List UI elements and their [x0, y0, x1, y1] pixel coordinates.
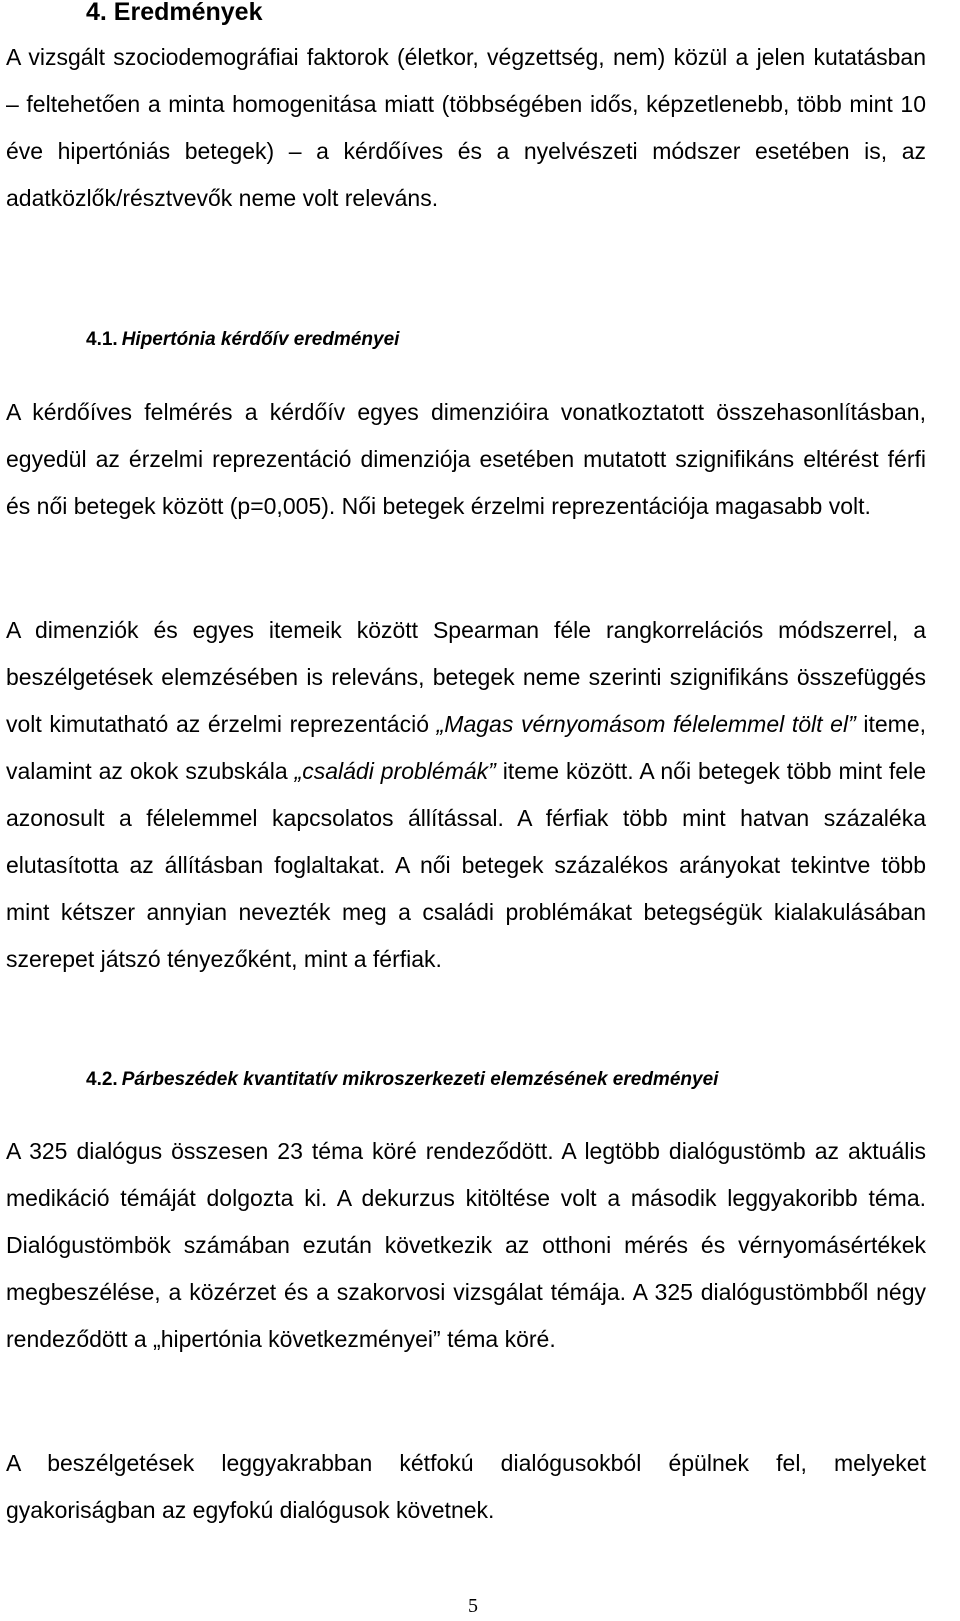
paragraph-text: A dimenziók és egyes itemeik között Spearman féle rangkorrelációs módszerrel, a beszélgetések elemzésében is releváns, betegek neme szerinti szignifikáns összefüggés volt kimutatható az érzelmi reprezentáció: [6, 617, 926, 737]
body-paragraph: A beszélgetések leggyakrabban kétfokú dialógusokból épülnek fel, melyeket gyakoriságban az egyfokú dialógusok követnek.: [6, 1450, 926, 1523]
section-title: Hipertónia kérdőív eredményei: [121, 329, 400, 350]
section-number: 4.1.: [86, 329, 118, 350]
quoted-item-text: „Magas vérnyomásom félelemmel tölt el”: [436, 711, 856, 737]
intro-paragraph: A vizsgált szociodemográfiai faktorok (életkor, végzettség, nem) közül a jelen kutatásban – feltehetően a minta homogenitása miatt (többségében idős, képzetlenebb, több mint 10 éve hipertóniás betegek) – a kérdőíves és a nyelvészeti módszer esetében is, az adatközlők/résztvevők neme volt releváns.: [6, 44, 926, 211]
body-paragraph-spearman: [6, 607, 926, 983]
quoted-item-text: „családi problémák”: [294, 758, 496, 784]
chapter-title: 4. Eredmények: [86, 0, 263, 26]
body-paragraph: A 325 dialógus összesen 23 téma köré rendeződött. A legtöbb dialógustömb az aktuális medikáció témáját dolgozta ki. A dekurzus kitöltése volt a második leggyakoribb téma. Dialógustömbök számában ezután következik az otthoni mérés és vérnyomásértékek megbeszélése, a közérzet és a szakorvosi vizsgálat témája. A 325 dialógustömbből négy rendeződött a „hipertónia következményei” téma köré.: [6, 1138, 926, 1352]
section-heading-4-2: [86, 1065, 718, 1095]
section-number: 4.2.: [86, 1069, 118, 1090]
section-title: Párbeszédek kvantitatív mikroszerkezeti elemzésének eredményei: [121, 1069, 719, 1090]
section-heading-4-1: [86, 325, 399, 355]
paragraph-text: iteme, valamint az okok szubskála: [6, 711, 926, 784]
body-paragraph: A kérdőíves felmérés a kérdőív egyes dimenzióira vonatkoztatott összehasonlításban, egyedül az érzelmi reprezentáció dimenziója esetében mutatott szignifikáns eltérést férfi és női betegek között (p=0,005). Női betegek érzelmi reprezentációja magasabb volt.: [6, 399, 926, 519]
page-number: 5: [468, 1595, 478, 1617]
paragraph-text: iteme között. A női betegek több mint fele azonosult a félelemmel kapcsolatos állítással. A férfiak több mint hatvan százaléka elutasította az állításban foglaltakat. A női betegek százalékos arányokat tekintve több mint kétszer annyian nevezték meg a családi problémákat betegségük kialakulásában szerepet játszó tényezőként, mint a férfiak.: [6, 758, 926, 972]
